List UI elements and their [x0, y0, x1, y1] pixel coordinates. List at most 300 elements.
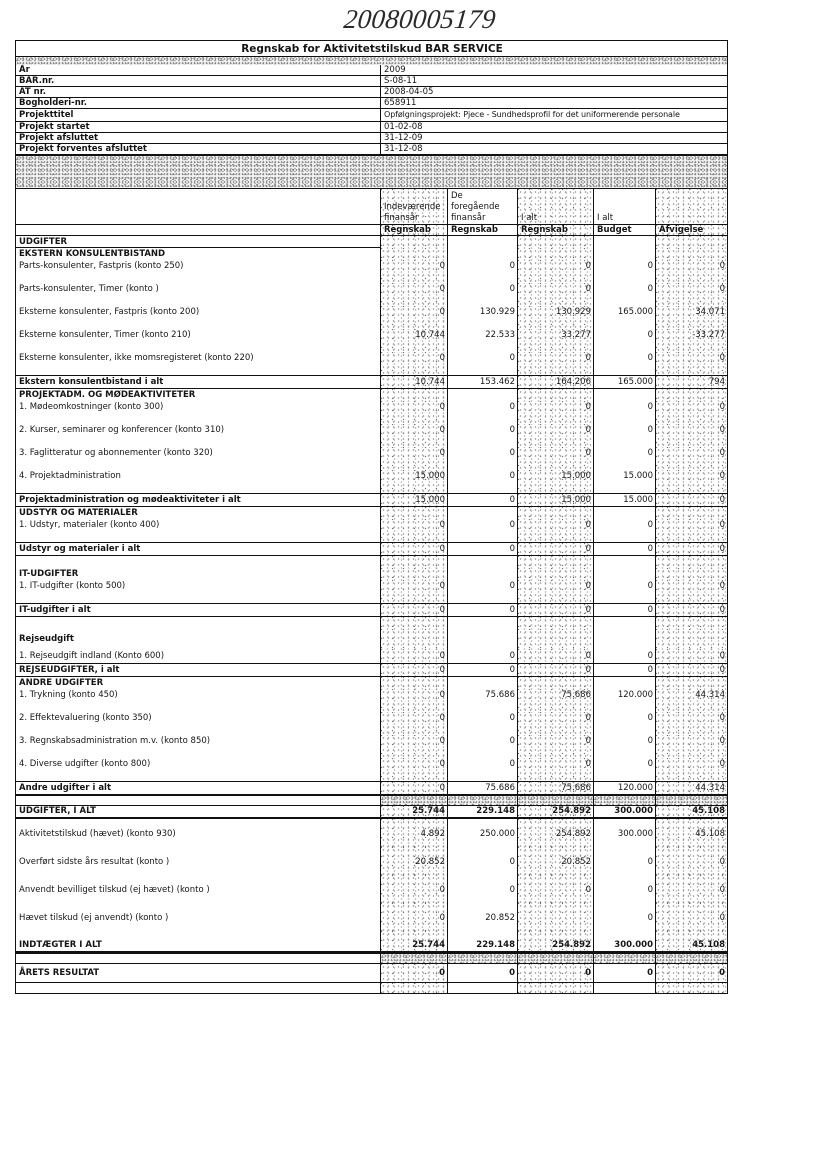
info-row	[15, 65, 728, 76]
value-total	[517, 903, 593, 931]
row-label: Udstyr og materialer i alt	[15, 543, 380, 555]
value-previous-years: 0	[447, 260, 517, 283]
value-budget: 15.000	[593, 470, 655, 493]
row-label: 3. Regnskabsadministration m.v. (konto 850)	[15, 735, 380, 758]
info-row	[15, 144, 728, 155]
value-deviation: 0	[655, 352, 728, 375]
value-budget: 0	[593, 712, 655, 735]
shaded-band-cell	[15, 156, 728, 188]
row-label: Rejseudgift	[15, 629, 380, 649]
value-deviation: -33.277	[655, 329, 728, 352]
col-header-previous-years	[447, 189, 517, 224]
value-current-year: 0	[380, 649, 447, 663]
info-label: Projekt afsluttet	[15, 133, 380, 143]
value-deviation: 0	[655, 847, 728, 875]
value-total: 0	[517, 260, 593, 283]
value-total: 75.686	[517, 782, 593, 794]
row-label: 1. Rejseudgift indland (Konto 600)	[15, 649, 380, 663]
row-label: UDGIFTER	[15, 236, 380, 248]
subheader-previous-years: Regnskab	[447, 225, 517, 235]
value-deviation: 45.108	[655, 806, 728, 817]
value-current-year: 0	[380, 352, 447, 375]
value-deviation: 0	[655, 424, 728, 447]
section-heading-row	[15, 629, 728, 649]
value-total: 0	[517, 447, 593, 470]
value-current-year	[380, 983, 447, 993]
info-label: AT nr.	[15, 87, 380, 97]
value-deviation: 0	[655, 964, 728, 982]
value-previous-years	[447, 954, 517, 963]
value-budget	[593, 556, 655, 568]
value-deviation	[655, 556, 728, 568]
line-item-row	[15, 470, 728, 493]
row-label	[15, 954, 380, 963]
value-previous-years: 0	[447, 494, 517, 506]
value-deviation: 0	[655, 649, 728, 663]
info-value: 31-12-08	[380, 144, 728, 154]
value-budget: 0	[593, 580, 655, 603]
value-current-year	[380, 954, 447, 963]
value-deviation: 0	[655, 260, 728, 283]
line-item-row	[15, 329, 728, 352]
value-budget	[593, 677, 655, 689]
value-current-year: 20.852	[380, 847, 447, 875]
value-previous-years: 20.852	[447, 903, 517, 931]
header-line: I alt	[597, 213, 614, 223]
value-deviation: 0	[655, 604, 728, 616]
value-budget: 0	[593, 329, 655, 352]
value-current-year: 0	[380, 875, 447, 903]
shaded-band	[15, 57, 728, 65]
value-total: 0	[517, 580, 593, 603]
value-total: 254.892	[517, 931, 593, 951]
value-previous-years: 0	[447, 875, 517, 903]
col-header-total	[517, 189, 593, 224]
value-deviation: 0	[655, 735, 728, 758]
line-item-row	[15, 580, 728, 603]
value-budget	[593, 983, 655, 993]
row-label: PROJEKTADM. OG MØDEAKTIVITETER	[15, 389, 380, 401]
value-previous-years: 0	[447, 712, 517, 735]
value-deviation: 0	[655, 712, 728, 735]
value-current-year: 0	[380, 964, 447, 982]
value-current-year	[380, 507, 447, 519]
value-current-year	[380, 236, 447, 248]
value-total: 20.852	[517, 847, 593, 875]
value-previous-years: 0	[447, 649, 517, 663]
header-line: Indeværende	[384, 202, 441, 212]
shaded-band	[15, 155, 728, 188]
value-current-year: 0	[380, 664, 447, 676]
blank-row	[15, 983, 728, 994]
info-value: 31-12-09	[380, 133, 728, 143]
row-label: Hævet tilskud (ej anvendt) (konto )	[15, 903, 380, 931]
total-row	[15, 805, 728, 819]
value-current-year: 0	[380, 903, 447, 931]
value-deviation: 0	[655, 758, 728, 781]
line-item-row	[15, 712, 728, 735]
value-total: 0	[517, 712, 593, 735]
value-total: 0	[517, 735, 593, 758]
value-deviation	[655, 389, 728, 401]
value-current-year: 25.744	[380, 806, 447, 817]
value-budget: 0	[593, 735, 655, 758]
info-value: 01-02-08	[380, 122, 728, 132]
value-total	[517, 568, 593, 580]
value-previous-years: 0	[447, 847, 517, 875]
value-deviation: 0	[655, 401, 728, 424]
value-budget: 120.000	[593, 689, 655, 712]
value-current-year: 0	[380, 424, 447, 447]
column-header-row	[15, 188, 728, 224]
info-label: Projekt forventes afsluttet	[15, 144, 380, 154]
row-label: IT-UDGIFTER	[15, 568, 380, 580]
value-budget	[593, 236, 655, 248]
value-current-year	[380, 617, 447, 629]
value-budget: 15.000	[593, 494, 655, 506]
value-deviation	[655, 568, 728, 580]
value-deviation: 0	[655, 447, 728, 470]
value-previous-years: 0	[447, 664, 517, 676]
value-deviation: 794	[655, 376, 728, 388]
value-total: 164.206	[517, 376, 593, 388]
info-row	[15, 98, 728, 109]
value-budget: 300.000	[593, 806, 655, 817]
value-deviation	[655, 796, 728, 805]
value-budget	[593, 568, 655, 580]
section-heading-row	[15, 507, 728, 519]
value-budget: 300.000	[593, 931, 655, 951]
line-item-row	[15, 283, 728, 306]
subheader-deviation: Afvigelse	[655, 225, 728, 235]
value-previous-years: 0	[447, 964, 517, 982]
value-total: 0	[517, 875, 593, 903]
value-total: 0	[517, 283, 593, 306]
line-item-row	[15, 424, 728, 447]
info-value: Opfølgningsprojekt: Pjece - Sundhedsprofil for det uniformerende personale	[380, 109, 728, 121]
row-label: Parts-konsulenter, Timer (konto )	[15, 283, 380, 306]
line-item-row	[15, 401, 728, 424]
value-total: 0	[517, 543, 593, 555]
info-row	[15, 109, 728, 122]
value-previous-years	[447, 389, 517, 401]
value-deviation	[655, 507, 728, 519]
value-deviation: 34.071	[655, 306, 728, 329]
handwritten-number: 20080005179	[342, 4, 498, 34]
value-budget: 0	[593, 260, 655, 283]
value-current-year: 0	[380, 735, 447, 758]
line-item-row	[15, 260, 728, 283]
value-budget: 120.000	[593, 782, 655, 794]
value-total: 0	[517, 664, 593, 676]
row-label	[15, 983, 380, 993]
row-label: ÅRETS RESULTAT	[15, 964, 380, 982]
shaded-separator	[15, 953, 728, 963]
value-budget	[593, 507, 655, 519]
value-budget: 0	[593, 352, 655, 375]
value-previous-years: 130.929	[447, 306, 517, 329]
line-item-row	[15, 519, 728, 542]
value-budget: 0	[593, 401, 655, 424]
value-deviation: 45.108	[655, 819, 728, 847]
value-current-year: 10.744	[380, 376, 447, 388]
value-budget: 0	[593, 847, 655, 875]
value-previous-years: 0	[447, 401, 517, 424]
result-row	[15, 963, 728, 983]
value-current-year: 0	[380, 712, 447, 735]
value-budget	[593, 389, 655, 401]
info-label: Projekttitel	[15, 109, 380, 121]
value-total	[517, 507, 593, 519]
section-heading-row	[15, 248, 728, 260]
value-current-year	[380, 248, 447, 260]
value-previous-years	[447, 568, 517, 580]
row-label: Ekstern konsulentbistand i alt	[15, 376, 380, 388]
col-header-budget	[593, 189, 655, 224]
row-label: 2. Effektevaluering (konto 350)	[15, 712, 380, 735]
value-total	[517, 983, 593, 993]
value-deviation: 44.314	[655, 782, 728, 794]
value-current-year: 0	[380, 689, 447, 712]
line-item-row	[15, 689, 728, 712]
info-row	[15, 133, 728, 144]
value-previous-years	[447, 629, 517, 649]
value-previous-years: 250.000	[447, 819, 517, 847]
value-current-year	[380, 796, 447, 805]
row-label	[15, 617, 380, 629]
value-deviation: 0	[655, 470, 728, 493]
value-total: 75.686	[517, 689, 593, 712]
value-deviation: 0	[655, 519, 728, 542]
subheader-total: Regnskab	[517, 225, 593, 235]
row-label: UDGIFTER, I ALT	[15, 806, 380, 817]
value-total: 254.892	[517, 819, 593, 847]
value-deviation: 45.108	[655, 931, 728, 951]
header-line: De	[451, 191, 463, 201]
value-total	[517, 556, 593, 568]
value-previous-years	[447, 248, 517, 260]
value-previous-years	[447, 236, 517, 248]
row-label: IT-udgifter i alt	[15, 604, 380, 616]
section-heading-row	[15, 389, 728, 401]
value-deviation	[655, 983, 728, 993]
value-budget: 300.000	[593, 819, 655, 847]
subtotal-row	[15, 603, 728, 617]
value-current-year: 0	[380, 519, 447, 542]
value-previous-years: 75.686	[447, 782, 517, 794]
value-current-year	[380, 568, 447, 580]
line-item-row	[15, 735, 728, 758]
row-label: 2. Kurser, seminarer og konferencer (konto 310)	[15, 424, 380, 447]
line-item-row	[15, 352, 728, 375]
row-label: INDTÆGTER I ALT	[15, 931, 380, 951]
value-budget: 0	[593, 543, 655, 555]
value-total: 15.000	[517, 470, 593, 493]
row-label: 4. Diverse udgifter (konto 800)	[15, 758, 380, 781]
value-previous-years: 0	[447, 758, 517, 781]
info-value: 658911	[380, 98, 728, 108]
header-line: finansår	[384, 213, 419, 223]
col-header-current-year	[380, 189, 447, 224]
row-label: 1. IT-udgifter (konto 500)	[15, 580, 380, 603]
subtotal-row	[15, 663, 728, 677]
value-total	[517, 389, 593, 401]
value-budget: 0	[593, 519, 655, 542]
value-budget: 0	[593, 875, 655, 903]
value-current-year: 10.744	[380, 329, 447, 352]
line-item-row	[15, 649, 728, 663]
value-deviation	[655, 677, 728, 689]
value-previous-years: 153.462	[447, 376, 517, 388]
row-label: 1. Trykning (konto 450)	[15, 689, 380, 712]
value-current-year: 0	[380, 306, 447, 329]
line-item-row	[15, 447, 728, 470]
value-budget	[593, 954, 655, 963]
value-deviation: 0	[655, 664, 728, 676]
value-current-year: 15.000	[380, 470, 447, 493]
subtotal-row	[15, 781, 728, 795]
value-total: 0	[517, 424, 593, 447]
value-deviation	[655, 629, 728, 649]
value-previous-years: 0	[447, 543, 517, 555]
value-current-year: 0	[380, 604, 447, 616]
value-current-year: 0	[380, 260, 447, 283]
column-subheader-row	[15, 224, 728, 236]
value-budget: 0	[593, 424, 655, 447]
value-previous-years: 0	[447, 519, 517, 542]
row-label: Overført sidste års resultat (konto )	[15, 847, 380, 875]
subtotal-row	[15, 375, 728, 389]
header-line: foregående	[451, 202, 500, 212]
row-label	[15, 556, 380, 568]
value-deviation	[655, 248, 728, 260]
value-budget: 165.000	[593, 306, 655, 329]
value-previous-years: 0	[447, 735, 517, 758]
row-label	[15, 796, 380, 805]
blank-row	[15, 556, 728, 568]
info-value: S-08-11	[380, 76, 728, 86]
value-current-year: 25.744	[380, 931, 447, 951]
info-row	[15, 76, 728, 87]
row-label: Andre udgifter i alt	[15, 782, 380, 794]
document-title: Regnskab for Aktivitetstilskud BAR SERVICE	[15, 41, 728, 56]
col-header-text	[597, 213, 613, 224]
value-deviation: 0	[655, 580, 728, 603]
row-label: 4. Projektadministration	[15, 470, 380, 493]
value-current-year: 0	[380, 782, 447, 794]
col-header-text	[451, 191, 500, 224]
value-total: 0	[517, 519, 593, 542]
title-row	[15, 40, 728, 57]
info-label: BAR.nr.	[15, 76, 380, 86]
info-row	[15, 122, 728, 133]
value-budget	[593, 629, 655, 649]
total-row	[15, 931, 728, 953]
value-budget: 165.000	[593, 376, 655, 388]
value-budget	[593, 617, 655, 629]
section-heading-row	[15, 236, 728, 248]
info-value: 2009	[380, 65, 728, 75]
row-label: 3. Faglitteratur og abonnementer (konto 320)	[15, 447, 380, 470]
value-budget: 0	[593, 649, 655, 663]
value-total: 15.000	[517, 494, 593, 506]
value-previous-years: 0	[447, 470, 517, 493]
value-current-year	[380, 389, 447, 401]
subheader-budget: Budget	[593, 225, 655, 235]
value-deviation	[655, 617, 728, 629]
col-header-text	[521, 213, 537, 224]
value-total	[517, 617, 593, 629]
row-label: Parts-konsulenter, Fastpris (konto 250)	[15, 260, 380, 283]
value-previous-years	[447, 677, 517, 689]
value-previous-years: 0	[447, 604, 517, 616]
info-label: Bogholderi-nr.	[15, 98, 380, 108]
value-current-year	[380, 629, 447, 649]
value-total	[517, 677, 593, 689]
section-heading-row	[15, 568, 728, 580]
value-previous-years	[447, 796, 517, 805]
label-column-subheader	[15, 225, 380, 235]
value-deviation: 0	[655, 903, 728, 931]
row-label: Anvendt bevilliget tilskud (ej hævet) (konto )	[15, 875, 380, 903]
value-budget: 0	[593, 447, 655, 470]
value-total: 33.277	[517, 329, 593, 352]
line-item-row	[15, 758, 728, 781]
col-header-text	[384, 202, 440, 224]
value-current-year: 0	[380, 543, 447, 555]
section-heading-row	[15, 677, 728, 689]
value-total: 0	[517, 401, 593, 424]
value-budget: 0	[593, 964, 655, 982]
value-previous-years: 229.148	[447, 806, 517, 817]
info-value: 2008-04-05	[380, 87, 728, 97]
col-header-deviation	[655, 189, 728, 224]
value-current-year	[380, 556, 447, 568]
accounting-sheet	[15, 40, 728, 994]
value-current-year: 0	[380, 283, 447, 306]
value-previous-years: 0	[447, 424, 517, 447]
value-total: 130.929	[517, 306, 593, 329]
value-deviation: 0	[655, 875, 728, 903]
value-previous-years: 229.148	[447, 931, 517, 951]
blank-row	[15, 617, 728, 629]
value-previous-years: 22.533	[447, 329, 517, 352]
income-row	[15, 903, 728, 931]
value-current-year: 0	[380, 447, 447, 470]
value-budget: 0	[593, 664, 655, 676]
value-deviation: 44.314	[655, 689, 728, 712]
row-label: REJSEUDGIFTER, i alt	[15, 664, 380, 676]
value-previous-years: 0	[447, 580, 517, 603]
income-row	[15, 819, 728, 847]
value-total	[517, 954, 593, 963]
income-row	[15, 847, 728, 875]
row-label: Eksterne konsulenter, Timer (konto 210)	[15, 329, 380, 352]
income-row	[15, 875, 728, 903]
value-deviation: 0	[655, 543, 728, 555]
value-current-year: 0	[380, 758, 447, 781]
row-label: Eksterne konsulenter, Fastpris (konto 200)	[15, 306, 380, 329]
row-label: Eksterne konsulenter, ikke momsregisteret (konto 220)	[15, 352, 380, 375]
value-total: 0	[517, 604, 593, 616]
value-current-year: 0	[380, 401, 447, 424]
value-budget	[593, 796, 655, 805]
row-label: Projektadministration og mødeaktiviteter i alt	[15, 494, 380, 506]
value-budget: 0	[593, 604, 655, 616]
value-total: 0	[517, 964, 593, 982]
header-line: finansår	[451, 213, 486, 223]
value-current-year: 0	[380, 580, 447, 603]
